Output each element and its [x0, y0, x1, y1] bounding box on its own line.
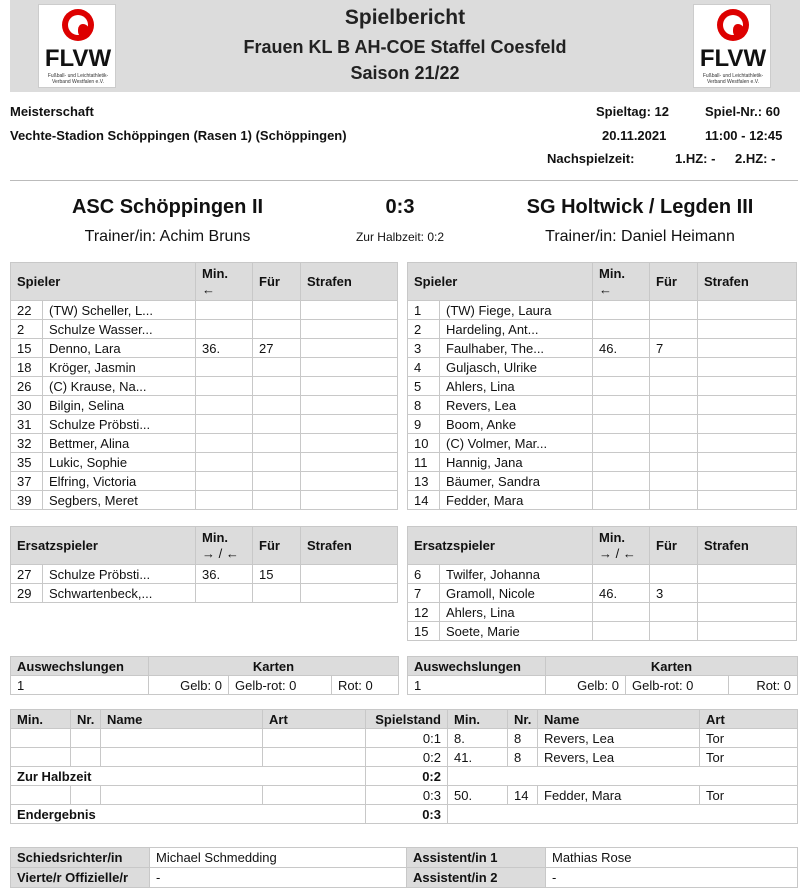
player-penalty — [698, 584, 797, 603]
player-minute — [593, 377, 650, 396]
home-red: Rot: 0 — [332, 676, 399, 695]
logo-text: FLVW — [44, 45, 112, 72]
player-for — [650, 396, 698, 415]
event-row — [11, 748, 798, 767]
final-score: 0:3 — [366, 805, 448, 824]
player-number: 3 — [408, 339, 440, 358]
player-minute — [593, 358, 650, 377]
player-name: Kröger, Jasmin — [43, 358, 196, 377]
player-penalty — [698, 622, 797, 641]
player-name: Elfring, Victoria — [43, 472, 196, 491]
player-minute — [593, 434, 650, 453]
player-minute: 36. — [196, 565, 253, 584]
player-minute — [196, 301, 253, 320]
player-minute — [593, 320, 650, 339]
player-for: 7 — [650, 339, 698, 358]
player-name: Revers, Lea — [440, 396, 593, 415]
player-number: 18 — [11, 358, 43, 377]
player-for — [253, 415, 301, 434]
event-a-art: Tor — [700, 729, 798, 748]
player-number: 30 — [11, 396, 43, 415]
minute-column-header — [593, 527, 650, 565]
events-table — [10, 709, 798, 824]
player-name: Hannig, Jana — [440, 453, 593, 472]
player-penalty — [301, 339, 398, 358]
player-minute — [196, 472, 253, 491]
player-minute — [196, 415, 253, 434]
player-row — [11, 301, 398, 320]
player-number: 37 — [11, 472, 43, 491]
player-number: 8 — [408, 396, 440, 415]
matchday: Spieltag: 12 — [596, 104, 669, 119]
event-score: 0:1 — [366, 729, 448, 748]
player-penalty — [301, 396, 398, 415]
event-row — [11, 786, 798, 805]
player-penalty — [698, 358, 797, 377]
player-for: 3 — [650, 584, 698, 603]
event-empty — [448, 805, 798, 824]
event-a-nr: 8 — [508, 729, 538, 748]
home-subs-table — [10, 526, 398, 603]
league-name: Frauen KL B AH-COE Staffel Coesfeld — [243, 37, 567, 57]
player-number: 12 — [408, 603, 440, 622]
player-number: 1 — [408, 301, 440, 320]
player-name: Ahlers, Lina — [440, 603, 593, 622]
player-name: Schulze Pröbsti... — [43, 415, 196, 434]
home-lineup-table — [10, 262, 398, 510]
event-h-name — [101, 786, 263, 805]
player-row — [408, 584, 797, 603]
subs-header: Auswechslungen — [408, 657, 546, 676]
player-penalty — [698, 415, 797, 434]
event-a-min: 8. — [448, 729, 508, 748]
away-subs-cards-table — [407, 656, 798, 695]
player-number: 13 — [408, 472, 440, 491]
player-for: 27 — [253, 339, 301, 358]
player-number: 29 — [11, 584, 43, 603]
player-penalty — [301, 415, 398, 434]
player-penalty — [301, 434, 398, 453]
player-penalty — [698, 472, 797, 491]
event-name-header: Name — [538, 710, 700, 729]
player-for — [253, 453, 301, 472]
event-score-header: Spielstand — [366, 710, 448, 729]
away-yellow-red: Gelb-rot: 0 — [626, 676, 729, 695]
event-a-nr: 14 — [508, 786, 538, 805]
player-row — [11, 339, 398, 358]
player-penalty — [301, 491, 398, 510]
player-name: Boom, Anke — [440, 415, 593, 434]
event-h-art — [263, 729, 366, 748]
player-penalty — [698, 565, 797, 584]
player-row — [408, 358, 797, 377]
player-row — [11, 396, 398, 415]
player-for — [253, 320, 301, 339]
assistant2-label: Assistent/in 2 — [407, 868, 546, 888]
logo-subtitle: Fußball- und Leichtathletik-Verband Westfalen e.V. — [702, 73, 764, 85]
player-penalty — [301, 301, 398, 320]
event-a-name: Fedder, Mara — [538, 786, 700, 805]
report-header — [10, 0, 800, 92]
event-score: 0:2 — [366, 748, 448, 767]
player-minute — [593, 565, 650, 584]
player-number: 15 — [11, 339, 43, 358]
player-name: Bäumer, Sandra — [440, 472, 593, 491]
fourth-official-label: Vierte/r Offizielle/r — [11, 868, 150, 888]
event-min-header: Min. — [448, 710, 508, 729]
away-coach: Trainer/in: Daniel Heimann — [545, 228, 735, 245]
player-row — [11, 565, 398, 584]
player-name: Fedder, Mara — [440, 491, 593, 510]
fourth-official-name: - — [150, 868, 407, 888]
halftime-score: 0:2 — [366, 767, 448, 786]
event-h-nr — [71, 748, 101, 767]
player-for — [650, 301, 698, 320]
halftime-row — [11, 767, 798, 786]
player-row — [11, 584, 398, 603]
minute-arrow: ← — [202, 281, 216, 297]
player-penalty — [301, 584, 398, 603]
player-minute — [593, 472, 650, 491]
player-minute — [196, 584, 253, 603]
player-penalty — [698, 603, 797, 622]
player-minute — [196, 434, 253, 453]
player-penalty — [698, 301, 797, 320]
player-penalty — [301, 358, 398, 377]
player-row — [11, 377, 398, 396]
player-name: Guljasch, Ulrike — [440, 358, 593, 377]
player-row — [408, 491, 797, 510]
match-number: Spiel-Nr.: 60 — [705, 104, 781, 119]
player-row — [408, 301, 797, 320]
event-row — [11, 729, 798, 748]
cards-header: Karten — [546, 657, 798, 676]
subs-column-header: Ersatzspieler — [408, 527, 593, 565]
player-penalty — [301, 377, 398, 396]
home-subs-cards-table — [10, 656, 399, 695]
player-name: Schulze Pröbsti... — [43, 565, 196, 584]
player-number: 27 — [11, 565, 43, 584]
player-number: 7 — [408, 584, 440, 603]
minute-arrow: → / ← — [599, 545, 636, 561]
player-name: (TW) Fiege, Laura — [440, 301, 593, 320]
player-minute — [196, 453, 253, 472]
for-column-header: Für — [650, 263, 698, 301]
player-name: Soete, Marie — [440, 622, 593, 641]
minute-column-header — [196, 527, 253, 565]
player-for — [650, 472, 698, 491]
player-name: Hardeling, Ant... — [440, 320, 593, 339]
event-score: 0:3 — [366, 786, 448, 805]
player-minute — [593, 491, 650, 510]
player-for — [650, 491, 698, 510]
event-a-name: Revers, Lea — [538, 729, 700, 748]
for-column-header: Für — [650, 527, 698, 565]
competition: Meisterschaft — [10, 104, 94, 119]
player-number: 6 — [408, 565, 440, 584]
home-yellow: Gelb: 0 — [149, 676, 229, 695]
player-row — [408, 603, 797, 622]
player-minute: 46. — [593, 584, 650, 603]
event-a-min: 50. — [448, 786, 508, 805]
player-minute: 36. — [196, 339, 253, 358]
player-number: 22 — [11, 301, 43, 320]
player-penalty — [301, 320, 398, 339]
penalties-column-header: Strafen — [698, 527, 797, 565]
player-name: Bettmer, Alina — [43, 434, 196, 453]
halftime-label: Zur Halbzeit — [11, 767, 366, 786]
player-row — [408, 472, 797, 491]
event-art-header: Art — [700, 710, 798, 729]
penalties-column-header: Strafen — [301, 527, 398, 565]
away-yellow: Gelb: 0 — [546, 676, 626, 695]
minute-arrow: → / ← — [202, 545, 239, 561]
player-penalty — [698, 396, 797, 415]
away-red: Rot: 0 — [729, 676, 798, 695]
event-min-header: Min. — [11, 710, 71, 729]
event-h-name — [101, 729, 263, 748]
player-name: (C) Volmer, Mar... — [440, 434, 593, 453]
logo-subtitle: Fußball- und Leichtathletik-Verband Westfalen e.V. — [47, 73, 109, 85]
player-for — [650, 415, 698, 434]
officials-table — [10, 847, 798, 888]
player-for — [650, 565, 698, 584]
player-name: Segbers, Meret — [43, 491, 196, 510]
player-row — [408, 339, 797, 358]
event-a-nr: 8 — [508, 748, 538, 767]
player-minute — [593, 415, 650, 434]
final-label: Endergebnis — [11, 805, 366, 824]
report-title: Spielbericht — [344, 6, 466, 29]
for-column-header: Für — [253, 527, 301, 565]
player-name: Faulhaber, The... — [440, 339, 593, 358]
for-column-header: Für — [253, 263, 301, 301]
event-a-art: Tor — [700, 786, 798, 805]
player-name: Bilgin, Selina — [43, 396, 196, 415]
assistant2-name: - — [546, 868, 798, 888]
player-for — [253, 377, 301, 396]
event-a-min: 41. — [448, 748, 508, 767]
player-row — [408, 377, 797, 396]
player-minute — [196, 396, 253, 415]
event-h-art — [263, 748, 366, 767]
player-row — [11, 320, 398, 339]
minute-column-header — [196, 263, 253, 301]
away-subs-table — [407, 526, 797, 641]
away-team: SG Holtwick / Legden III — [526, 196, 754, 218]
player-for — [650, 453, 698, 472]
player-penalty — [698, 434, 797, 453]
player-penalty — [301, 565, 398, 584]
player-number: 11 — [408, 453, 440, 472]
player-row — [11, 434, 398, 453]
player-row — [11, 453, 398, 472]
player-penalty — [698, 453, 797, 472]
player-row — [408, 453, 797, 472]
extra-time-second-half: 2.HZ: - — [735, 151, 776, 166]
player-minute — [593, 396, 650, 415]
player-minute — [593, 603, 650, 622]
player-name: Twilfer, Johanna — [440, 565, 593, 584]
subs-column-header: Ersatzspieler — [11, 527, 196, 565]
event-empty — [448, 767, 798, 786]
venue: Vechte-Stadion Schöppingen (Rasen 1) (Schöppingen) — [10, 128, 347, 143]
event-h-min — [11, 729, 71, 748]
event-h-nr — [71, 786, 101, 805]
player-name: Schulze Wasser... — [43, 320, 196, 339]
player-number: 15 — [408, 622, 440, 641]
player-number: 4 — [408, 358, 440, 377]
event-a-name: Revers, Lea — [538, 748, 700, 767]
event-name-header: Name — [101, 710, 263, 729]
player-row — [11, 491, 398, 510]
player-for — [253, 472, 301, 491]
player-for — [650, 622, 698, 641]
player-for — [650, 603, 698, 622]
player-minute — [593, 622, 650, 641]
minute-label: Min. — [202, 265, 229, 281]
player-for — [253, 358, 301, 377]
event-nr-header: Nr. — [508, 710, 538, 729]
player-minute — [593, 301, 650, 320]
final-score: 0:3 — [385, 196, 415, 218]
minute-column-header — [593, 263, 650, 301]
logo-text: FLVW — [699, 45, 767, 72]
player-name: Gramoll, Nicole — [440, 584, 593, 603]
assistant1-label: Assistent/in 1 — [407, 848, 546, 868]
away-lineup-table — [407, 262, 797, 510]
player-name: Lukic, Sophie — [43, 453, 196, 472]
event-a-art: Tor — [700, 748, 798, 767]
player-row — [408, 320, 797, 339]
home-subs-count: 1 — [11, 676, 149, 695]
player-number: 2 — [11, 320, 43, 339]
player-name: (TW) Scheller, L... — [43, 301, 196, 320]
home-coach: Trainer/in: Achim Bruns — [84, 228, 251, 245]
minute-arrow: ← — [599, 281, 613, 297]
player-minute: 46. — [593, 339, 650, 358]
player-for — [253, 491, 301, 510]
player-number: 9 — [408, 415, 440, 434]
minute-label: Min. — [599, 529, 625, 545]
player-number: 31 — [11, 415, 43, 434]
home-team: ASC Schöppingen II — [71, 196, 264, 218]
player-name: Ahlers, Lina — [440, 377, 593, 396]
event-h-nr — [71, 729, 101, 748]
player-number: 39 — [11, 491, 43, 510]
player-number: 10 — [408, 434, 440, 453]
event-h-min — [11, 786, 71, 805]
player-for — [253, 434, 301, 453]
penalties-column-header: Strafen — [301, 263, 398, 301]
player-for — [253, 584, 301, 603]
player-for — [650, 358, 698, 377]
player-for: 15 — [253, 565, 301, 584]
player-number: 14 — [408, 491, 440, 510]
player-for — [253, 396, 301, 415]
player-for — [650, 320, 698, 339]
player-penalty — [698, 491, 797, 510]
player-for — [650, 434, 698, 453]
player-penalty — [698, 320, 797, 339]
event-h-name — [101, 748, 263, 767]
player-number: 5 — [408, 377, 440, 396]
penalties-column-header: Strafen — [698, 263, 797, 301]
player-penalty — [698, 339, 797, 358]
player-name: Denno, Lara — [43, 339, 196, 358]
referee-name: Michael Schmedding — [150, 848, 407, 868]
referee-label: Schiedsrichter/in — [11, 848, 150, 868]
player-row — [11, 415, 398, 434]
player-row — [408, 434, 797, 453]
final-row — [11, 805, 798, 824]
player-number: 35 — [11, 453, 43, 472]
player-number: 32 — [11, 434, 43, 453]
minute-label: Min. — [202, 529, 228, 545]
player-for — [650, 377, 698, 396]
player-penalty — [698, 377, 797, 396]
player-name: Schwartenbeck,... — [43, 584, 196, 603]
event-h-art — [263, 786, 366, 805]
player-row — [408, 415, 797, 434]
halftime-score: Zur Halbzeit: 0:2 — [355, 230, 445, 244]
assistant1-name: Mathias Rose — [546, 848, 798, 868]
player-minute — [196, 491, 253, 510]
home-yellow-red: Gelb-rot: 0 — [229, 676, 332, 695]
match-time: 11:00 - 12:45 — [705, 128, 783, 143]
player-penalty — [301, 453, 398, 472]
player-number: 2 — [408, 320, 440, 339]
player-minute — [593, 453, 650, 472]
player-row — [408, 565, 797, 584]
event-h-min — [11, 748, 71, 767]
minute-label: Min. — [599, 265, 626, 281]
season: Saison 21/22 — [350, 63, 460, 83]
subs-header: Auswechslungen — [11, 657, 149, 676]
player-column-header: Spieler — [408, 263, 593, 301]
event-nr-header: Nr. — [71, 710, 101, 729]
player-column-header: Spieler — [11, 263, 196, 301]
player-number: 26 — [11, 377, 43, 396]
player-minute — [196, 377, 253, 396]
extra-time-first-half: 1.HZ: - — [675, 151, 716, 166]
player-penalty — [301, 472, 398, 491]
extra-time-label: Nachspielzeit: — [547, 151, 635, 166]
divider — [10, 180, 798, 181]
player-row — [408, 396, 797, 415]
player-minute — [196, 320, 253, 339]
player-row — [408, 622, 797, 641]
player-row — [11, 472, 398, 491]
player-row — [11, 358, 398, 377]
player-name: (C) Krause, Na... — [43, 377, 196, 396]
player-minute — [196, 358, 253, 377]
cards-header: Karten — [149, 657, 399, 676]
away-subs-count: 1 — [408, 676, 546, 695]
match-date: 20.11.2021 — [602, 128, 667, 143]
player-for — [253, 301, 301, 320]
event-art-header: Art — [263, 710, 366, 729]
